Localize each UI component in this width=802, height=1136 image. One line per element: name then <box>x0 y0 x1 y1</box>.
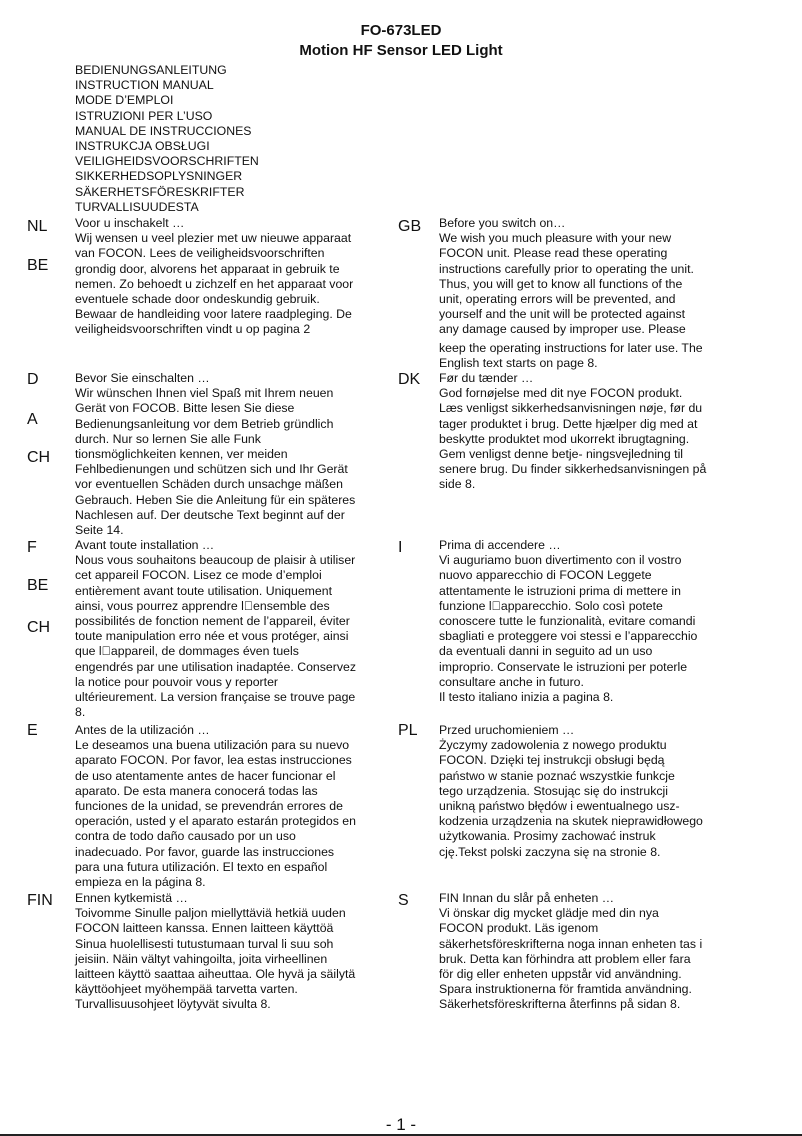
text-line: God fornøjelse med dit nye FOCON produkt. <box>439 386 683 401</box>
text-line: Læs venligst sikkerhedsanvisningen nøje, før du <box>439 401 703 416</box>
section-es-text <box>75 723 385 890</box>
text-line: vor eventuellen Schäden durch unsachge mäßen <box>75 477 343 492</box>
text-line: contra de todo daño causado por un uso <box>75 829 296 844</box>
text-line: nemen. Zo behoedt u zichzelf en het apparaat voor <box>75 276 354 291</box>
country-code: BE <box>27 257 49 274</box>
text-line: aparato FOCON. Por favor, lea estas instrucciones <box>75 753 352 768</box>
country-code: FIN <box>27 892 53 909</box>
country-code: BE <box>27 577 49 594</box>
text-line: consultare anche in futuro. <box>439 674 584 689</box>
text-line: beskytte produktet mod ukorrekt ibrugtagning. <box>439 431 690 446</box>
section-dk-text <box>439 371 789 493</box>
text-line: attentamente le istruzioni prima di mettere in <box>439 583 681 598</box>
text-line: improprio. Conservate le istruzioni per poterle <box>439 659 688 674</box>
text-line: inadecuado. Por favor, guarde las instrucciones <box>75 844 335 859</box>
manual-title-es: MANUAL DE INSTRUCCIONES <box>75 123 252 138</box>
section-de-text <box>75 371 385 538</box>
manual-title-list <box>75 63 259 215</box>
text-line: użytkowania. Prosimy zachować instruk <box>439 829 656 844</box>
text-line: English text starts on page 8. <box>439 355 598 370</box>
text-line: ultérieurement. La version française se trouve page <box>75 690 356 705</box>
text-line: för dig eller enheten uppstår vid användning. <box>439 967 682 982</box>
text-line: Antes de la utilización … <box>75 723 210 737</box>
text-line: grondig door, alvorens het apparaat in gebruik te <box>75 261 340 276</box>
model-title: FO-673LED <box>360 22 442 39</box>
text-line: la notice pour pouvoir vous y reporter <box>75 674 279 689</box>
country-code: DK <box>398 371 421 388</box>
text-line: empieza en la página 8. <box>75 875 206 890</box>
manual-title-pl: INSTRUKCJA OBSŁUGI <box>75 139 210 154</box>
text-line: tager produktet i brug. Dette hjælper dig med at <box>439 416 698 431</box>
text-line: engendrés par une utilisation inadaptée. Conservez <box>75 659 356 674</box>
text-line: Przed uruchomieniem … <box>439 723 575 737</box>
text-line: funzione l apparecchio. Solo così potete <box>439 598 663 613</box>
section-fi-text <box>75 891 385 1013</box>
text-line: que l appareil, de dommages éven tuels <box>75 644 299 659</box>
text-line: Sinua huolellisesti tutustumaan turval li suu soh <box>75 936 334 951</box>
text-line: unit, operating errors will be prevented, and <box>439 292 676 307</box>
text-line: jeisiin. Näin vältyt vahingoilta, joita virheellinen <box>75 951 328 966</box>
text-line: käyttöohjeet myöhempää tarvetta varten. <box>75 982 298 997</box>
manual-title-it: ISTRUZIONI PER L’USO <box>75 108 213 123</box>
text-line: Seite 14. <box>75 523 124 538</box>
text-line: Säkerhetsföreskrifterna återfinns på sidan 8. <box>439 997 681 1012</box>
text-line: Fehlbedienungen und schützen sich und Ihr Gerät <box>75 462 348 477</box>
page-number: - 1 - <box>385 1115 417 1134</box>
text-line: any damage caused by improper use. Please <box>439 322 686 337</box>
country-code: CH <box>27 619 51 636</box>
country-code: GB <box>398 218 422 235</box>
text-line: possibilités de fonction nement de l’appareil, éviter <box>75 614 350 629</box>
text-line: Toivomme Sinulle paljon miellyttäviä hetkiä uuden <box>75 906 346 921</box>
text-line: da eventuali danni in seguito ad un uso <box>439 644 653 659</box>
text-line: Prima di accendere … <box>439 538 561 552</box>
manual-title-en: INSTRUCTION MANUAL <box>75 78 214 93</box>
text-line: veiligheidsvoorschriften vindt u op pagina 2 <box>75 322 311 337</box>
section-fr-text <box>75 538 385 720</box>
text-line: Wir wünschen Ihnen viel Spaß mit Ihrem neuen <box>75 386 334 401</box>
country-code: A <box>27 411 38 428</box>
text-line: Before you switch on… <box>439 216 566 230</box>
text-line: Życzymy zadowolenia z nowego produktu <box>439 738 667 753</box>
text-line: państwo w stanie poznać wszystkie funkcje <box>439 768 675 783</box>
text-line: operación, usted y el aparato estarán protegidos en <box>75 814 356 829</box>
section-pl-text <box>439 723 789 860</box>
text-line: entièrement avant toute utilisation. Uniquement <box>75 583 333 598</box>
country-code: NL <box>27 218 48 235</box>
text-line: unikną państwo błędów i ewentualnego usz- <box>439 799 680 814</box>
text-line: tego urządzenia. Stosując się do instrukcji <box>439 783 668 798</box>
text-line: FOCON unit. Please read these operating <box>439 246 668 261</box>
text-line: Bewaar de handleiding voor latere raadpleging. De <box>75 307 352 322</box>
text-line: kodzenia urządzenia na skutek nieprawidłowego <box>439 814 703 829</box>
text-line: instructions carefully prior to operating the unit. <box>439 261 694 276</box>
text-line: Wij wensen u veel plezier met uw nieuwe apparaat <box>75 231 352 246</box>
text-line: nuovo apparecchio di FOCON Leggete <box>439 568 652 583</box>
text-line: FOCON produkt. Läs igenom <box>439 921 599 936</box>
text-line: Il testo italiano inizia a pagina 8. <box>439 690 614 705</box>
text-line: Nachlesen auf. Der deutsche Text beginnt auf der <box>75 507 345 522</box>
text-line: conoscere tutte le funzionalità, evitare comandi <box>439 614 696 629</box>
text-line: Spara instruktionerna för framtida användning. <box>439 982 692 997</box>
text-line: Vi auguriamo buon divertimento con il vostro <box>439 553 682 568</box>
text-line: Vi önskar dig mycket glädje med din nya <box>439 906 659 921</box>
country-code: F <box>27 539 37 556</box>
text-line: We wish you much pleasure with your new <box>439 231 672 246</box>
text-line: laitteen käyttö saattaa aiheuttaa. Ole hyvä ja säilytä <box>75 967 356 982</box>
text-line: funciones de la unidad, se prevendrán errores de <box>75 799 343 814</box>
manual-title-se: SÄKERHETSFÖRESKRIFTER <box>75 184 245 199</box>
section-it-text <box>439 538 789 705</box>
text-line: Avant toute installation … <box>75 538 215 552</box>
text-line: cet appareil FOCON. Lisez ce mode d’emploi <box>75 568 322 583</box>
text-line: de uso atentamente antes de hacer funcionar el <box>75 768 336 783</box>
text-line: yourself and the unit will be protected against <box>439 307 686 322</box>
country-code: S <box>398 892 409 909</box>
manual-title-nl: VEILIGHEIDSVOORSCHRIFTEN <box>75 154 259 169</box>
manual-title-fi: TURVALLISUUDESTA <box>75 199 199 214</box>
text-line: Nous vous souhaitons beaucoup de plaisir à utiliser <box>75 553 356 568</box>
text-line: Gebrauch. Heben Sie die Anleitung für ein späteres <box>75 492 356 507</box>
text-line: Bevor Sie einschalten … <box>75 371 210 385</box>
text-line: Ennen kytkemistä … <box>75 891 188 905</box>
manual-title-de: BEDIENUNGSANLEITUNG <box>75 63 227 77</box>
text-line: Bedienungsanleitung vor dem Betrieb gründlich <box>75 416 334 431</box>
section-nl-text <box>75 216 385 338</box>
text-line: side 8. <box>439 477 476 492</box>
text-line: ainsi, vous pourrez apprendre l ensemble des <box>75 598 330 613</box>
text-line: aparato. De esta manera conocerá todas las <box>75 783 318 798</box>
manual-title-fr: MODE D’EMPLOI <box>75 93 174 108</box>
text-line: 8. <box>75 705 86 720</box>
text-line: keep the operating instructions for later use. The <box>439 340 703 355</box>
text-line: Turvallisuusohjeet löytyvät sivulta 8. <box>75 997 271 1012</box>
text-line: säkerhetsföreskrifterna noga innan enheten tas i <box>439 936 703 951</box>
country-code: I <box>398 539 403 556</box>
manual-title-dk: SIKKERHEDSOPLYSNINGER <box>75 169 243 184</box>
text-line: Gem venligst denne betje- ningsvejledning til <box>439 447 684 462</box>
text-line: durch. Nur so lernen Sie alle Funk <box>75 431 261 446</box>
text-line: Før du tænder … <box>439 371 534 385</box>
country-code: PL <box>398 722 418 739</box>
text-line: FOCON laitteen kanssa. Ennen laitteen käyttöä <box>75 921 334 936</box>
text-line: FIN Innan du slår på enheten … <box>439 891 614 905</box>
text-line: FOCON. Dzięki tej instrukcji obsługi będą <box>439 753 665 768</box>
section-se-text <box>439 891 789 1013</box>
text-line: eventuele schade door ondeskundig gebruik. <box>75 292 320 307</box>
product-title: Motion HF Sensor LED Light <box>299 42 503 59</box>
text-line: senere brug. Du finder sikkerhedsanvisningen på <box>439 462 707 477</box>
text-line: toute manipulation erro née et vous protéger, ainsi <box>75 629 349 644</box>
country-code: CH <box>27 449 51 466</box>
text-line: tionsmöglichkeiten kennen, ver meiden <box>75 447 288 462</box>
text-line: para una futura utilización. El texto en español <box>75 859 328 874</box>
text-line: Gerät von FOCOB. Bitte lesen Sie diese <box>75 401 295 416</box>
text-line: Le deseamos una buena utilización para su nuevo <box>75 738 350 753</box>
text-line: sbagliati e proteggere voi stessi e l’apparecchio <box>439 629 698 644</box>
text-line: Thus, you will get to know all functions of the <box>439 276 683 291</box>
text-line: Voor u inschakelt … <box>75 216 185 230</box>
text-line: bruk. Detta kan förhindra att problem eller fara <box>439 951 691 966</box>
country-code: E <box>27 722 38 739</box>
section-gb-text <box>439 216 789 371</box>
text-line: cję.Tekst polski zaczyna się na stronie 8. <box>439 844 661 859</box>
text-line: van FOCON. Lees de veiligheidsvoorschriften <box>75 246 325 261</box>
country-code: D <box>27 371 39 388</box>
